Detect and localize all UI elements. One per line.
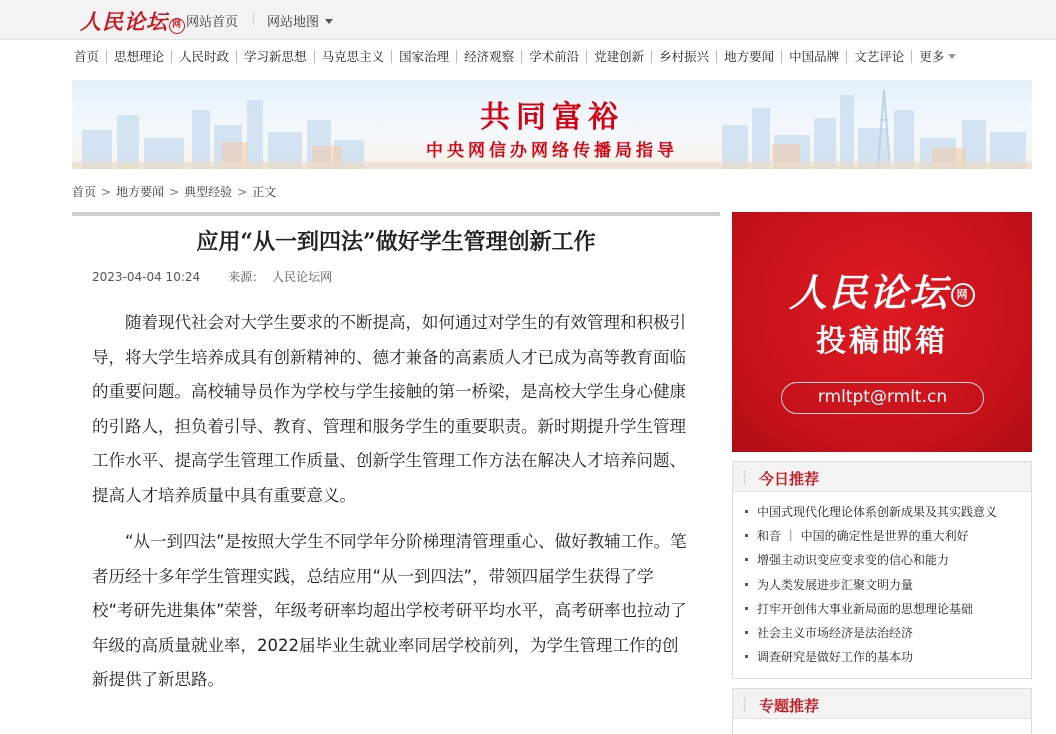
article-paragraph: “从一到四法”是按照大学生不同学年分阶梯理清管理重心、做好教辅工作。笔者历经十多年学生管理实践，总结应用“从一到四法”，带领四届学生获得了学校“考研先进集体”荣誉，年级考研率均超出学校考研平均水平，高考研率也拉动了年级的高质量就业率，2022届毕业生就业率同居学校前列，为学生管理工作的创新提供了新思路。 (92, 532, 687, 689)
chevron-right-icon: > (237, 185, 248, 199)
nav-item-economy[interactable]: 经济观察 (457, 50, 522, 63)
top-divider (253, 12, 254, 26)
list-item[interactable] (745, 597, 1031, 621)
article-title: 应用“从一到四法”做好学生管理创新工作 (196, 229, 596, 255)
breadcrumb-home[interactable]: 首页 (72, 185, 97, 199)
site-logo-text: 人民论坛 (80, 9, 168, 34)
today-recommend-box (732, 461, 1032, 679)
article-top-divider (72, 212, 720, 216)
promo-title: 投稿邮箱 (816, 324, 948, 359)
bullet-icon (745, 631, 748, 634)
breadcrumb-current: 正文 (252, 185, 277, 199)
article-paragraph: 随着现代社会对大学生要求的不断提高，如何通过对学生的有效管理和积极引导，将大学生培养成具有创新精神的、德才兼备的高素质人才已成为高等教育面临的重要问题。高校辅导员作为学校与学生接触的第一桥梁，是高校大学生身心健康的引路人，担负着引导、教育、管理和服务学生的重要职责。新时期提升学生管理工作水平、提高学生管理工作质量、创新学生管理工作方法在解决人才培养问题、提高人才培养质量中具有重要意义。 (92, 313, 686, 505)
list-item[interactable] (745, 524, 1031, 548)
article-meta (92, 268, 332, 285)
special-topics-box (732, 688, 1032, 734)
today-recommend-title: 今日推荐 (759, 470, 820, 488)
bullet-icon (745, 655, 748, 658)
article-source[interactable]: 人民论坛网 (272, 270, 333, 284)
list-item-label: 调查研究是做好工作的基本功 (757, 650, 914, 665)
banner-subtitle: 中央网信办网络传播局指导 (426, 141, 678, 161)
list-item-label: 社会主义市场经济是法治经济 (757, 626, 914, 641)
special-topics-title: 专题推荐 (759, 697, 820, 715)
nav-item-local[interactable]: 地方要闻 (717, 50, 782, 63)
nav-item-theory[interactable]: 思想理论 (107, 50, 172, 63)
submission-promo[interactable] (732, 212, 1032, 452)
list-item[interactable] (745, 500, 1031, 524)
article-date: 2023-04-04 10:24 (92, 270, 201, 284)
list-item-label: 和音 ｜ 中国的确定性是世界的重大利好 (757, 529, 969, 544)
chevron-right-icon: > (101, 185, 112, 199)
list-item[interactable] (745, 645, 1031, 669)
chevron-down-icon (325, 19, 333, 24)
bullet-icon (745, 558, 748, 561)
sitemap-link-label: 网站地图 (267, 15, 320, 30)
nav-item-rural[interactable]: 乡村振兴 (652, 50, 717, 63)
bullet-icon (745, 607, 748, 610)
site-logo[interactable] (80, 6, 185, 36)
list-item-label: 打牢开创伟大事业新局面的思想理论基础 (757, 601, 974, 616)
nav-item-politics[interactable]: 人民时政 (172, 50, 237, 63)
nav-item-arts[interactable]: 文艺评论 (847, 50, 912, 63)
list-item-label: 为人类发展进步汇聚文明力量 (757, 577, 914, 592)
special-topics-header (733, 689, 1031, 719)
breadcrumb-cases[interactable]: 典型经验 (184, 185, 233, 199)
list-item-label: 增强主动识变应变求变的信心和能力 (757, 553, 950, 568)
main-nav (72, 47, 1032, 65)
dotted-bar-icon (743, 697, 746, 711)
today-recommend-header (733, 462, 1031, 492)
chevron-down-icon (948, 54, 956, 59)
nav-item-more[interactable] (912, 50, 963, 63)
nav-item-new-thought[interactable]: 学习新思想 (237, 50, 315, 63)
chevron-right-icon: > (169, 185, 180, 199)
today-recommend-list (733, 492, 1031, 669)
banner[interactable] (72, 80, 1032, 169)
promo-logo-badge: 网 (951, 283, 975, 307)
nav-item-home[interactable]: 首页 (72, 50, 107, 63)
promo-email[interactable]: rmltpt@rmlt.cn (781, 382, 984, 414)
nav-item-academic[interactable]: 学术前沿 (522, 50, 587, 63)
nav-item-brand[interactable]: 中国品牌 (782, 50, 847, 63)
nav-more-label: 更多 (919, 48, 945, 64)
promo-logo-text: 人民论坛 (788, 270, 949, 315)
site-logo-badge: 网 (169, 18, 185, 34)
list-item[interactable] (745, 573, 1031, 597)
bullet-icon (745, 534, 748, 537)
dotted-bar-icon (743, 470, 746, 484)
breadcrumb-local[interactable]: 地方要闻 (116, 185, 165, 199)
article-body (92, 306, 692, 710)
banner-title: 共同富裕 (480, 100, 624, 135)
nav-item-party[interactable]: 党建创新 (587, 50, 652, 63)
home-link[interactable]: 网站首页 (186, 15, 239, 30)
source-label: 来源： (228, 270, 265, 284)
nav-item-marxism[interactable]: 马克思主义 (315, 50, 393, 63)
promo-logo (732, 262, 1032, 317)
list-item-label: 中国式现代化理论体系创新成果及其实践意义 (757, 505, 998, 519)
list-item[interactable] (745, 548, 1031, 572)
bullet-icon (745, 583, 748, 586)
top-bar (0, 0, 1056, 40)
list-item[interactable] (745, 621, 1031, 645)
sitemap-link[interactable] (267, 11, 333, 30)
breadcrumb (72, 183, 276, 200)
bullet-icon (745, 510, 748, 513)
nav-item-governance[interactable]: 国家治理 (392, 50, 457, 63)
